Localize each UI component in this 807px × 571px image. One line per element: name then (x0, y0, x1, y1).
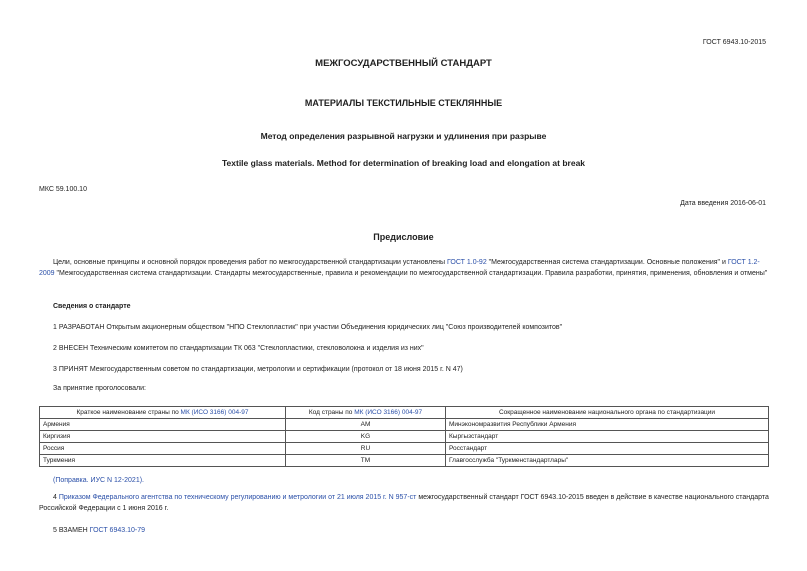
table-row (40, 455, 769, 467)
country-cell: Киргизия (40, 431, 286, 443)
standard-type-title: МЕЖГОСУДАРСТВЕННЫЙ СТАНДАРТ (315, 58, 492, 69)
country-cell: Армения (40, 419, 286, 431)
code-cell: KG (286, 431, 446, 443)
mk-iso-link-2[interactable]: МК (ИСО 3166) 004-97 (354, 409, 423, 416)
item-developed-text: 1 РАЗРАБОТАН Открытым акционерным обществом "НПО Стеклопластик" при участии Объединения юридических лиц "Союз производителей композитов" (53, 324, 563, 331)
about-standard-heading (39, 302, 769, 313)
intro-text-c: "Межгосударственная система стандартизации. Стандарты межгосударственные, правила и рекомендации по межгосударственной стандартизации. Правила разработки, принятия, применения, обновления и отмены" (54, 269, 768, 277)
item-developed (39, 323, 769, 334)
voted-label-text: За принятие проголосовали: (53, 385, 146, 392)
mks-code: МКС 59.100.10 (39, 186, 87, 193)
intro-text-a: Цели, основные принципы и основной порядок проведения работ по межгосударственной стандартизации установлены (53, 259, 447, 266)
item-adopted (39, 365, 769, 376)
document-subtitle-ru: Метод определения разрывной нагрузки и удлинения при разрыве (260, 131, 547, 141)
column-header-country (40, 407, 286, 419)
gost-1-0-link[interactable]: ГОСТ 1.0-92 (446, 259, 487, 266)
document-code: ГОСТ 6943.10-2015 (702, 39, 766, 46)
amendment-note (39, 476, 769, 487)
item-enacted (39, 493, 769, 514)
table-header-row (40, 407, 769, 419)
column-header-code (286, 407, 446, 419)
item-enacted-text: межгосударственный стандарт ГОСТ 6943.10-2015 введен в действие в качестве национального стандарта Российской Федерации с 1 июня 2016 г. (39, 494, 769, 512)
amendment-link[interactable]: (Поправка. ИУС N 12-2021). (53, 477, 144, 484)
item-submitted-text: 2 ВНЕСЕН Техническим комитетом по стандартизации ТК 063 "Стеклопластики, стекловолокна и изделия из них" (53, 345, 424, 352)
item-replaces-text: 5 ВЗАМЕН (53, 527, 90, 534)
table-row (40, 419, 769, 431)
order-link[interactable]: Приказом Федерального агентства по техническому регулированию и метрологии от 21 июля 2015 г. N 957-ст (58, 494, 417, 501)
item-adopted-text: 3 ПРИНЯТ Межгосударственным советом по стандартизации, метрологии и сертификации (протокол от 18 июня 2015 г. N 47) (53, 366, 463, 373)
table-row (40, 431, 769, 443)
voting-states-table (39, 406, 769, 467)
document-subtitle-en: Textile glass materials. Method for determination of breaking load and elongation at break (221, 158, 586, 168)
item-submitted (39, 344, 769, 355)
code-cell: AM (286, 419, 446, 431)
column-header-body: Сокращенное наименование национального органа по стандартизации (446, 407, 769, 419)
table-row (40, 443, 769, 455)
document-title: МАТЕРИАЛЫ ТЕКСТИЛЬНЫЕ СТЕКЛЯННЫЕ (304, 98, 503, 108)
item-enacted-number: 4 (53, 494, 59, 501)
code-cell: TM (286, 455, 446, 467)
country-cell: Россия (40, 443, 286, 455)
voted-label (39, 384, 769, 395)
body-cell: Минэкономразвития Республики Армения (446, 419, 769, 431)
gost-6943-10-79-link[interactable]: ГОСТ 6943.10-79 (89, 527, 145, 534)
intro-text-b: "Межгосударственная система стандартизации. Основные положения" и (486, 259, 728, 266)
foreword-heading: Предисловие (373, 232, 434, 242)
item-replaces (39, 526, 769, 537)
mk-iso-link-1[interactable]: МК (ИСО 3166) 004-97 (180, 409, 249, 416)
about-standard-heading-text: Сведения о стандарте (53, 303, 131, 310)
body-cell: Росстандарт (446, 443, 769, 455)
code-cell: RU (286, 443, 446, 455)
gost-1-2-link[interactable]: ГОСТ 1.2-2009 (39, 259, 760, 277)
foreword-intro-paragraph (39, 258, 769, 279)
body-cell: Главгосслужба "Туркменстандартлары" (446, 455, 769, 467)
introduction-date: Дата введения 2016-06-01 (680, 200, 766, 207)
column-header-country-text: Краткое наименование страны по (76, 409, 181, 416)
country-cell: Туркмения (40, 455, 286, 467)
column-header-code-text: Код страны по (308, 409, 355, 416)
body-cell: Кыргызстандарт (446, 431, 769, 443)
